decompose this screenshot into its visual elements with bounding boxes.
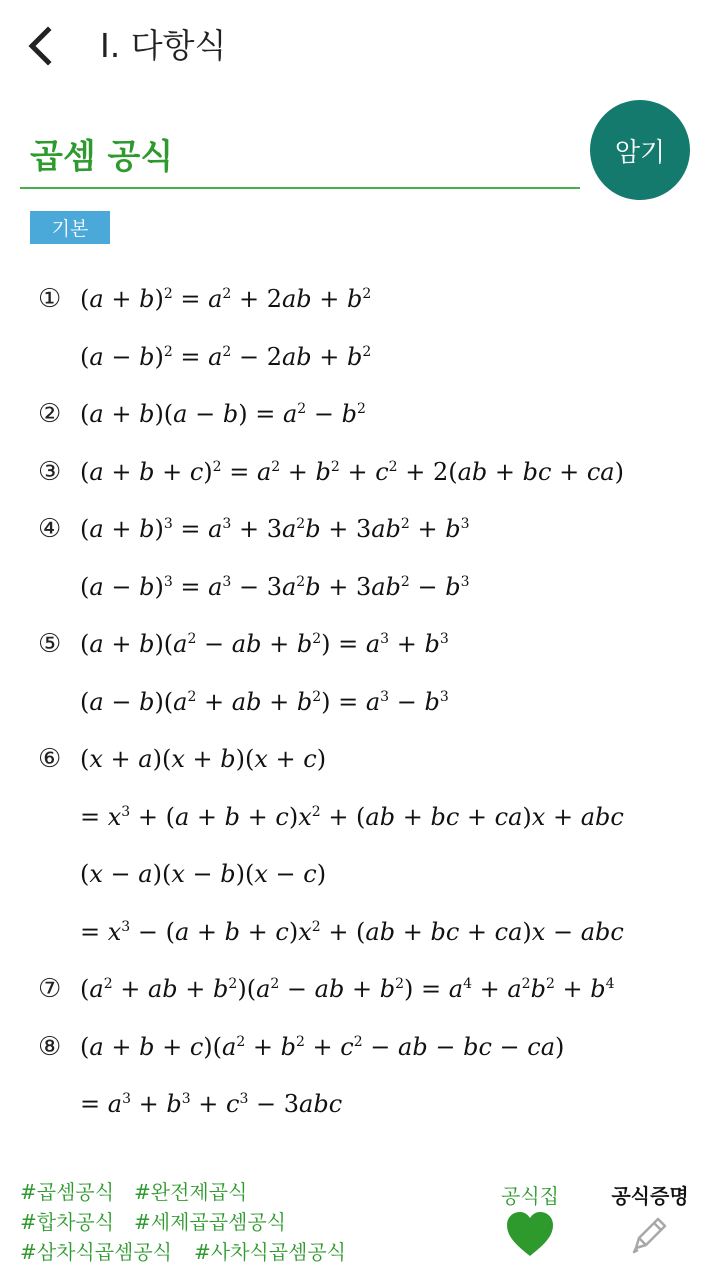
- formula-expression: $(a - b)(a^2$ + ab + $b^2) = a^3 - b^3$: [80, 687, 449, 716]
- formula-row: [0, 558, 720, 616]
- formula-row: [0, 673, 720, 731]
- formula-expression: $(a - b)^2 = a^2 - 2ab + b^2$: [80, 342, 372, 371]
- header: [0, 0, 720, 92]
- formula-expression: $(a + b + c)^2 = a^2 + b^2 + c^2 + 2(ab$ + bc + ca): [80, 457, 624, 486]
- tag-item[interactable]: #완전제곱식: [134, 1180, 248, 1204]
- heart-icon: [505, 1210, 555, 1260]
- formula-row: [0, 1075, 720, 1133]
- pencil-icon: [628, 1212, 672, 1256]
- memorize-button[interactable]: 암기: [590, 100, 690, 200]
- level-badge: 기본: [30, 211, 110, 244]
- formula-row: [0, 730, 720, 788]
- tag-item[interactable]: #합차공식: [20, 1210, 115, 1234]
- formula-expression: $(a + b)^3 = a^3 + 3a^2b + 3ab^2 + b^3$: [80, 515, 470, 543]
- formula-expression: ($a^2$ + ab + $b^2)(a^2$ − ab + $b^2) = a^4 + a^2b^2 + b^4$: [80, 975, 615, 1003]
- formula-row: [0, 845, 720, 903]
- tag-item[interactable]: #세제곱곱셈공식: [134, 1210, 286, 1234]
- formula-row: [0, 788, 720, 846]
- formula-row: [0, 443, 720, 501]
- formula-expression: $(a + b)^2 = a^2 + 2ab + b^2$: [80, 285, 372, 313]
- formula-row: [0, 615, 720, 673]
- formula-expression: $(a - b)^3 = a^3 - 3a^2b + 3ab^2 - b^3$: [80, 572, 470, 601]
- title-divider: [20, 187, 580, 189]
- formula-expression: (x + a)(x + b)(x + c): [80, 745, 327, 773]
- chevron-left-icon: [22, 22, 62, 70]
- favorites-button[interactable]: [488, 1178, 572, 1268]
- formula-expression: = $a^3 + b^3 + c^3 - 3abc$: [80, 1090, 343, 1118]
- formula-number: ①: [38, 284, 62, 314]
- formula-number: ⑧: [38, 1031, 62, 1062]
- formula-expression: $(a + b)(a - b) = a^2 - b^2$: [80, 400, 366, 428]
- formula-row: [0, 500, 720, 558]
- proof-label: 공식증명: [611, 1184, 689, 1208]
- tag-item[interactable]: #사차식곱셈공식: [194, 1240, 346, 1264]
- formula-row: [0, 903, 720, 961]
- formula-number: ③: [38, 456, 62, 487]
- header-title: Ⅰ. 다항식: [100, 26, 227, 65]
- formula-expression: = $x^3 + (a + b + c)x^2 + (ab$ + bc + ca)x + abc: [80, 802, 624, 831]
- formula-row: [0, 960, 720, 1018]
- formula-expression: $(a + b)(a^2$ − ab + $b^2) = a^3 + b^3$: [80, 630, 449, 658]
- formula-number: ④: [38, 514, 62, 544]
- favorites-label: 공식집: [501, 1184, 559, 1208]
- tag-item[interactable]: #곱셈공식: [20, 1180, 115, 1204]
- formula-expression: $(a + b + c)(a^2 + b^2 + c^2$ − ab − bc − ca): [80, 1032, 565, 1061]
- section-title: 곱셈 공식: [30, 137, 174, 177]
- formula-number: ⑥: [38, 744, 62, 774]
- formula-row: [0, 1018, 720, 1076]
- formula-number: ②: [38, 399, 62, 429]
- formula-number: ⑤: [38, 629, 62, 659]
- tag-item[interactable]: #삼차식곱셈공식: [20, 1240, 172, 1264]
- formula-row: [0, 328, 720, 386]
- back-button[interactable]: [22, 22, 62, 70]
- proof-button[interactable]: [600, 1178, 700, 1268]
- formula-row: [0, 385, 720, 443]
- formula-row: [0, 270, 720, 328]
- formula-expression: = $x^3 - (a + b + c)x^2 + (ab$ + bc + ca)x − abc: [80, 917, 624, 946]
- formula-number: ⑦: [38, 974, 62, 1004]
- formula-expression: (x − a)(x − b)(x − c): [80, 860, 327, 888]
